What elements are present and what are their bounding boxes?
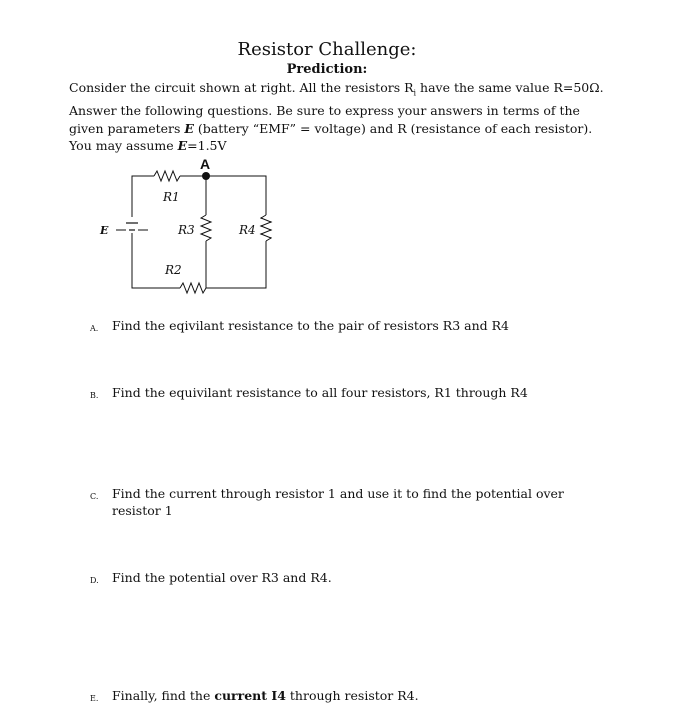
question-d — [90, 569, 590, 586]
r3-label: R3 — [178, 223, 195, 237]
question-d-letter: D. — [90, 576, 99, 585]
question-e — [90, 687, 590, 704]
r1-label: R1 — [163, 190, 180, 204]
question-e-letter: E. — [90, 694, 99, 703]
question-b-letter: B. — [90, 391, 99, 400]
page-title: Resistor Challenge: — [237, 39, 417, 60]
intro-line2: Answer the following questions. Be sure to express your answers in terms of the — [69, 103, 580, 118]
question-c-text: Find the current through resistor 1 and use it to find the potential over resistor 1 — [112, 486, 564, 518]
intro-line1-tail: have the same value R=50Ω. — [416, 80, 604, 95]
resistor-r3 — [201, 215, 211, 241]
question-a-letter: A. — [90, 324, 99, 333]
node-a-label: A — [200, 156, 211, 172]
question-e-text-b: through resistor R4. — [285, 688, 419, 703]
resistor-r1 — [154, 171, 180, 181]
question-e-text-bold: current I4 — [214, 688, 286, 703]
intro-line1: Consider the circuit shown at right. All the resistors R — [69, 80, 414, 95]
question-e-text-a: Finally, find the — [112, 688, 215, 703]
wire-left-bottom — [132, 233, 180, 288]
node-a-dot — [202, 172, 210, 180]
intro-line3b: (battery “EMF” = voltage) and R (resistance of each resistor). — [193, 120, 593, 136]
question-a-text: Find the eqivilant resistance to the pair of resistors R3 and R4 — [112, 318, 509, 333]
intro-emf-symbol: E — [184, 120, 194, 136]
wire-left-top — [132, 176, 154, 217]
question-d-text: Find the potential over R3 and R4. — [112, 570, 332, 585]
question-e-text — [112, 687, 590, 704]
resistor-r2 — [180, 283, 206, 293]
question-c-letter: C. — [90, 492, 99, 501]
emf-label: E — [100, 224, 109, 237]
page-subtitle: Prediction: — [286, 62, 368, 77]
intro-line1-sub: i — [413, 88, 417, 98]
intro-line4a: You may assume — [69, 138, 178, 153]
intro-paragraph — [69, 79, 629, 155]
r4-label: R4 — [239, 223, 256, 237]
intro-line3a: given parameters — [69, 120, 185, 136]
circuit-diagram — [96, 152, 286, 297]
r2-label: R2 — [165, 263, 182, 277]
question-b-text: Find the equivilant resistance to all four resistors, R1 through R4 — [112, 385, 528, 400]
intro-emf-symbol-2: E — [177, 138, 188, 153]
question-a — [90, 317, 590, 334]
question-c — [90, 485, 570, 519]
question-b — [90, 384, 590, 401]
intro-line4b: =1.5V — [187, 138, 227, 153]
